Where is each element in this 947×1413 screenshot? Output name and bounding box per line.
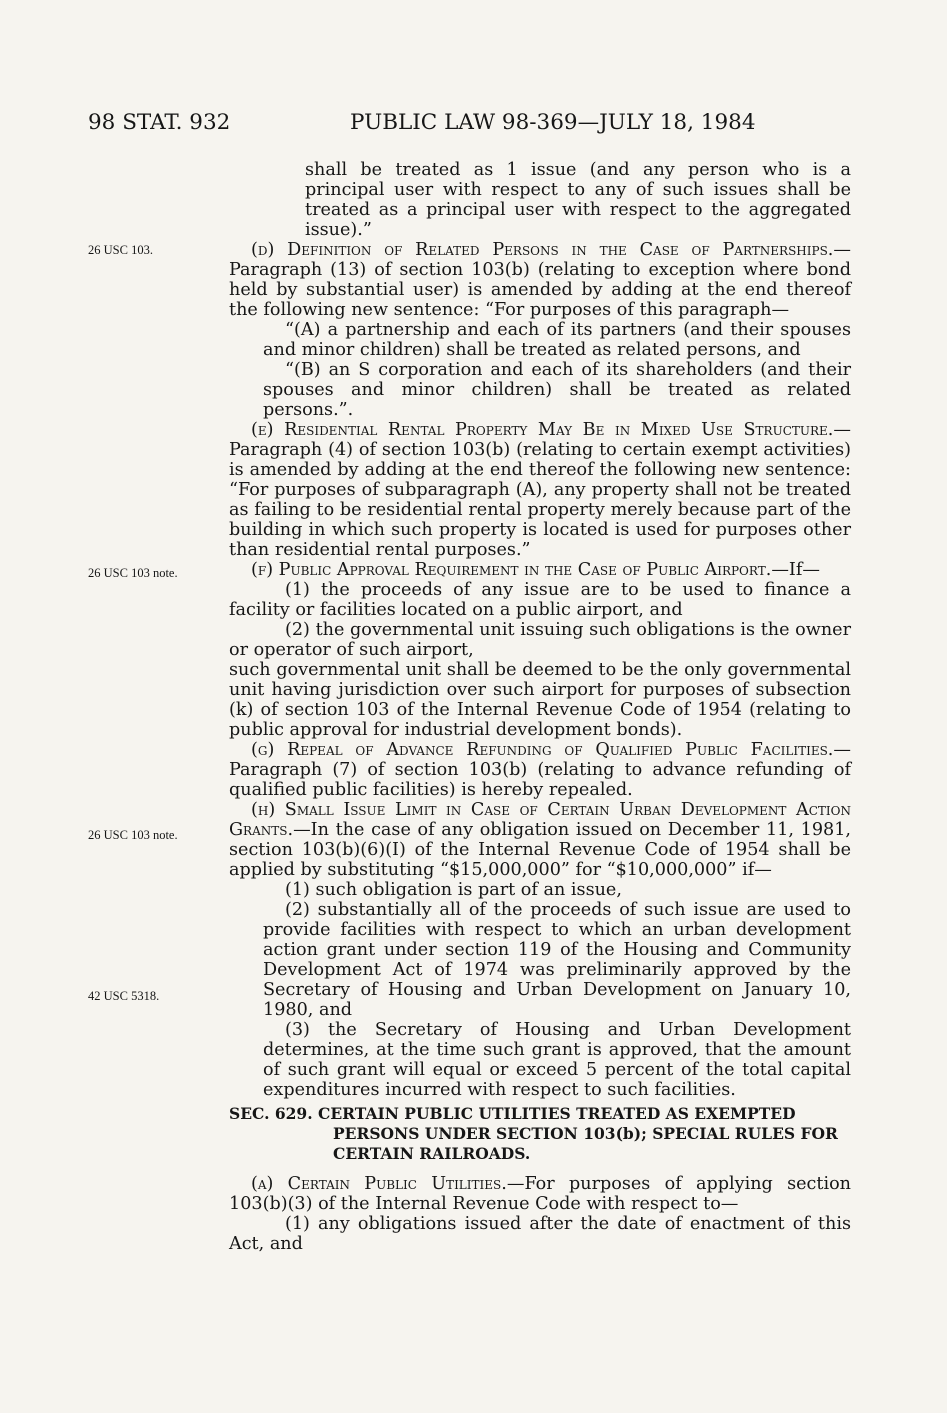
- paragraph: such governmental unit shall be deemed to be the only governmental unit having jurisdiction over such airport for purposes of subsection (k) of section 103 of the Internal Revenue Code of 1954 (relating to public approval for industrial development bonds).: [229, 660, 851, 740]
- clause-text: “(A) a partnership and each of its partners (and their spouses and minor children) shall be treated as related persons, and: [263, 320, 851, 360]
- statute-page-number: 98 STAT. 932: [88, 110, 231, 135]
- clause-text: “(B) an S corporation and each of its shareholders (and their spouses and minor children) shall be treated as related persons.”.: [263, 360, 851, 420]
- subsection-heading: (a) Certain Public Utilities.: [251, 1174, 507, 1194]
- subsection-heading: (f) Public Approval Requirement in the Case of Public Airport.: [251, 560, 772, 580]
- subsection-d: [229, 240, 851, 320]
- subsection-e: [229, 420, 851, 560]
- clause: [229, 360, 851, 420]
- page-header: [88, 110, 848, 140]
- subsection-heading: (g) Repeal of Advance Refunding of Qualified Public Facilities.: [251, 740, 834, 760]
- subsection-text: —Paragraph (13) of section 103(b) (relating to exception where bond held by substantial user) is amended by adding at the end thereof the following new sentence: “For purposes of this paragraph—: [229, 240, 851, 320]
- margin-note: 26 USC 103 note.: [88, 828, 178, 842]
- subsection-text: —For purposes of applying section 103(b)(3) of the Internal Revenue Code with respect to—: [229, 1174, 852, 1214]
- paragraph-item: (2) the governmental unit issuing such obligations is the owner or operator of such airport,: [229, 620, 851, 660]
- subsection-heading: (e) Residential Rental Property May Be in Mixed Use Structure.: [251, 420, 834, 440]
- subsection-heading: (d) Definition of Related Persons in the Case of Partnerships.: [251, 240, 834, 260]
- clause: [229, 320, 851, 360]
- paragraph-item: (1) any obligations issued after the date of enactment of this Act, and: [229, 1214, 851, 1254]
- margin-note: 42 USC 5318.: [88, 989, 160, 1003]
- paragraph-item-text: (3) the Secretary of Housing and Urban Development determines, at the time such grant is approved, that the amount of such grant will equal or exceed 5 percent of the total capital expenditures incurred with respect to such facilities.: [263, 1020, 851, 1100]
- running-title: PUBLIC LAW 98-369—JULY 18, 1984: [350, 110, 756, 135]
- paragraph-item-text: (2) substantially all of the proceeds of such issue are used to provide facilities with respect to which an urban development action grant under section 119 of the Housing and Community Development Act of 1974 was preliminarily approved by the Secretary of Housing and Urban Development on January 10, 1980, and: [263, 900, 851, 1020]
- body-text: [229, 160, 851, 1254]
- subsection-g: [229, 740, 851, 800]
- paragraph-item: [229, 900, 851, 1020]
- subsection-h: [229, 800, 851, 880]
- paragraph-item: [229, 1020, 851, 1100]
- subsection-heading: (h) Small Issue Limit in Case of Certain Urban Development Action Grants.: [229, 800, 851, 840]
- subsection-text: —In the case of any obligation issued on December 11, 1981, section 103(b)(6)(I) of the Internal Revenue Code of 1954 shall be applied by substituting “$15,000,000” for “$10,000,000” if—: [229, 820, 851, 880]
- margin-note: 26 USC 103 note.: [88, 566, 178, 580]
- subsection-text: —If—: [771, 560, 820, 580]
- subsection-a: [229, 1174, 851, 1214]
- paragraph-item: (1) such obligation is part of an issue,: [285, 880, 622, 900]
- section-heading: SEC. 629. CERTAIN PUBLIC UTILITIES TREATED AS EXEMPTED PERSONS UNDER SECTION 103(b); SPECIAL RULES FOR CERTAIN RAILROADS.: [229, 1104, 838, 1163]
- subsection-text: —Paragraph (7) of section 103(b) (relating to advance refunding of qualified public facilities) is hereby repealed.: [229, 740, 851, 800]
- paragraph: shall be treated as 1 issue (and any person who is a principal user with respect to any of such issues shall be treated as a principal user with respect to the aggregated issue).”: [305, 160, 851, 240]
- subsection-f: [229, 560, 851, 580]
- paragraph-item: (1) the proceeds of any issue are to be used to finance a facility or facilities located on a public airport, and: [229, 580, 851, 620]
- subsection-text: —Paragraph (4) of section 103(b) (relating to certain exempt activities) is amended by adding at the end thereof the following new sentence: “For purposes of subparagraph (A), any property shall not be treated as failing to be residential rental property merely because part of the building in which such property is located is used for purposes other than residential rental purposes.”: [229, 420, 851, 560]
- margin-note: 26 USC 103.: [88, 243, 153, 257]
